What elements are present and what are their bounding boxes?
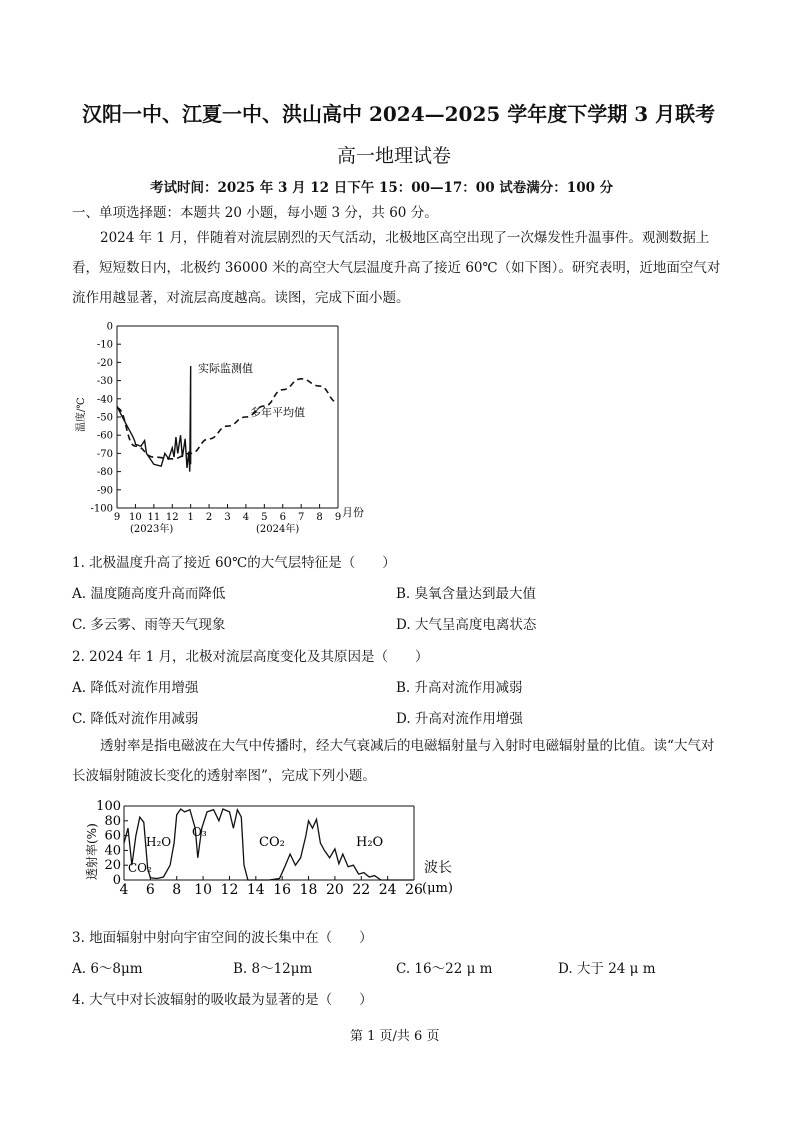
chart1-ytick-label: -100 — [90, 503, 113, 515]
chart1-xtick-label: 9 — [334, 512, 342, 523]
label-average: 多年平均值 — [250, 406, 305, 419]
chart1-ytick-label: -30 — [96, 376, 113, 388]
passage-2: 透射率是指电磁波在大气中传播时，经大气衰减后的电磁辐射量与入射时电磁辐射量的比值。读“大气对长波辐射随波长变化的透射率图”，完成下列小题。 — [72, 738, 715, 784]
annot-co2-2: CO₂ — [259, 835, 285, 850]
chart1-ytick-label: -80 — [96, 467, 113, 479]
q2-option-c[interactable]: C. 降低对流作用减弱 — [72, 711, 199, 727]
chart1-xtick-label: 11 — [147, 512, 161, 523]
chart1-xtick-label: 1 — [187, 512, 194, 523]
chart2-xtick-label: 18 — [299, 882, 318, 898]
exam-info: 考试时间：2025 年 3 月 12 日下午 15：00—17：00 试卷满分：100 分 — [150, 180, 614, 196]
q1-option-a[interactable]: A. 温度随高度升高而降低 — [72, 586, 226, 602]
chart2-xtick-label: 12 — [220, 882, 239, 898]
question-1-stem: 1. 北极温度升高了接近 60℃的大气层特征是（ ） — [72, 555, 396, 571]
chart2-ytick-label: 60 — [104, 828, 121, 844]
chart1-ytick-label: -20 — [96, 357, 113, 369]
chart1-xtick-label: 4 — [242, 512, 250, 523]
chart1-xtick-label: 2 — [205, 512, 213, 523]
chart1-year-2024: (2024年) — [256, 524, 300, 535]
chart2-xtick-label: 10 — [194, 882, 213, 898]
series-actual-line — [117, 366, 191, 472]
q2-option-b[interactable]: B. 升高对流作用减弱 — [396, 680, 523, 696]
q1-option-b[interactable]: B. 臭氧含量达到最大值 — [396, 586, 537, 602]
passage-1: 2024 年 1 月，伴随着对流层剧烈的天气活动，北极地区高空出现了一次爆发性升温事件。观测数据上看，短短数日内，北极约 36000 米的高空大气层温度升高了接近 60℃（如下图）。研究表明，近地面空气对流作用越显著，对流层高度越高。读图，完成下面小题。 — [72, 230, 721, 306]
chart1-ytick-label: 0 — [106, 321, 113, 333]
chart1-xtick-label: 5 — [261, 512, 268, 523]
annot-h2o-1: H₂O — [146, 835, 172, 849]
chart1-xtick-label: 12 — [165, 512, 179, 523]
page-footer: 第 1 页/共 6 页 — [350, 1029, 440, 1044]
chart2-xtick-label: 8 — [172, 882, 182, 898]
q2-option-a[interactable]: A. 降低对流作用增强 — [72, 680, 199, 696]
q3-option-b[interactable]: B. 8～12μm — [233, 961, 313, 977]
exam-title: 汉阳一中、江夏一中、洪山高中 2024—2025 学年度下学期 3 月联考 — [82, 102, 716, 126]
chart2-xtick-label: 4 — [119, 882, 129, 898]
chart1-xtick-label: 9 — [113, 512, 121, 523]
q3-option-a[interactable]: A. 6～8μm — [72, 961, 143, 977]
q2-option-d[interactable]: D. 升高对流作用增强 — [396, 711, 523, 727]
transmittance-chart — [78, 800, 478, 900]
exam-subtitle: 高一地理试卷 — [337, 145, 452, 167]
q1-option-d[interactable]: D. 大气呈高度电离状态 — [396, 617, 537, 633]
chart1-ytick-label: -60 — [96, 430, 113, 442]
chart2-xunit-line2: (μm) — [422, 881, 453, 896]
chart2-ylabel: 透射率(%) — [85, 823, 99, 880]
chart2-ytick-label: 80 — [104, 813, 121, 829]
q1-option-c[interactable]: C. 多云雾、雨等天气现象 — [72, 617, 226, 633]
chart1-xtick-label: 6 — [279, 512, 286, 523]
chart1-year-2023: (2023年) — [130, 524, 174, 535]
chart2-ytick-label: 40 — [104, 843, 121, 859]
chart1-ytick-label: -90 — [96, 485, 113, 497]
chart1-xtick-label: 10 — [129, 512, 142, 523]
chart2-ytick-label: 20 — [104, 858, 121, 874]
chart2-xtick-label: 20 — [325, 882, 344, 898]
label-actual: 实际监测值 — [198, 362, 253, 375]
temperature-chart — [70, 318, 380, 540]
chart1-ylabel: 温度/℃ — [76, 397, 87, 432]
chart1-ytick-label: -70 — [96, 448, 113, 460]
question-2-stem: 2. 2024 年 1 月，北极对流层高度变化及其原因是（ ） — [72, 649, 429, 665]
annot-h2o-2: H₂O — [356, 835, 384, 850]
section-heading: 一、单项选择题：本题共 20 小题，每小题 3 分，共 60 分。 — [72, 205, 438, 221]
chart2-ytick-label: 100 — [96, 800, 121, 814]
chart1-ytick-label: -40 — [96, 394, 113, 406]
chart1-xtick-label: 8 — [316, 512, 323, 523]
chart1-ytick-label: -10 — [96, 339, 113, 351]
chart2-xtick-label: 6 — [145, 882, 155, 898]
chart1-ytick-label: -50 — [96, 412, 113, 424]
q3-option-d[interactable]: D. 大于 24 μ m — [558, 961, 656, 977]
chart1-xtick-label: 7 — [297, 512, 305, 523]
chart2-xtick-label: 26 — [405, 882, 423, 898]
chart2-xunit-line1: 波长 — [424, 860, 452, 876]
chart2-xtick-label: 22 — [352, 882, 371, 898]
question-3-stem: 3. 地面辐射中射向宇宙空间的波长集中在（ ） — [72, 930, 373, 946]
chart1-xtick-label: 3 — [224, 512, 231, 523]
annot-o3: O₃ — [192, 825, 207, 839]
annot-co2-1: CO₂ — [128, 861, 152, 875]
chart1-xunit: 月份 — [342, 506, 364, 519]
chart2-xtick-label: 14 — [246, 882, 265, 898]
chart2-xtick-label: 16 — [273, 882, 292, 898]
chart2-xtick-label: 24 — [378, 882, 397, 898]
chart2-ytick-label: 0 — [112, 873, 121, 888]
question-4-stem: 4. 大气中对长波辐射的吸收最为显著的是（ ） — [72, 992, 373, 1008]
q3-option-c[interactable]: C. 16～22 μ m — [396, 961, 493, 977]
